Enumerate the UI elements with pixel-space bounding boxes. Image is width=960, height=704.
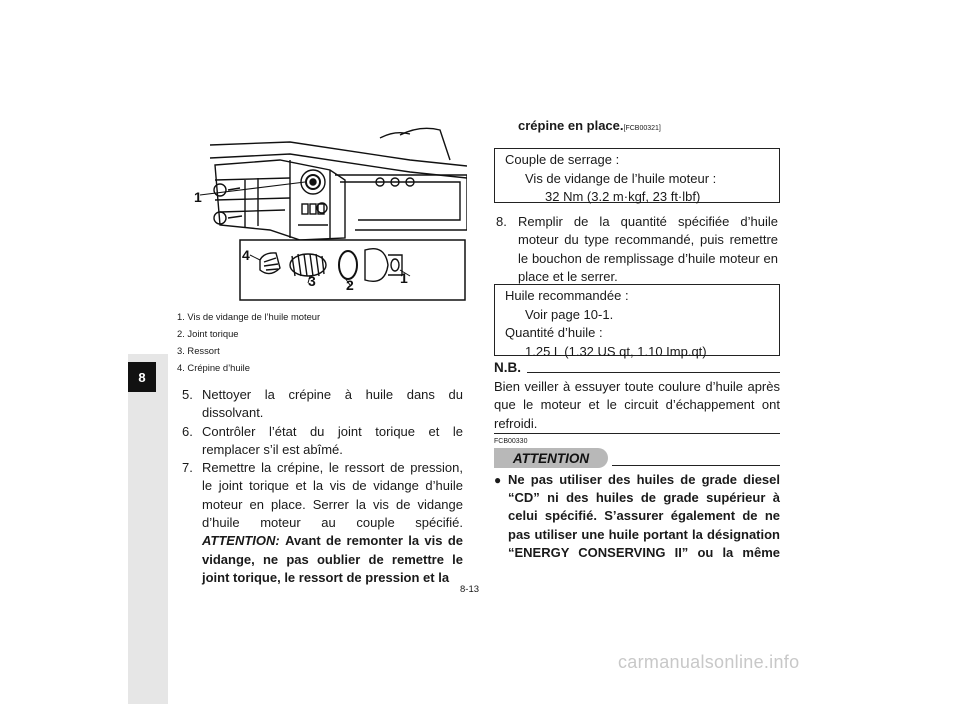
procedure-steps xyxy=(182,386,463,587)
attention-inline-text: Avant de remonter la vis de vidange, ne pas oublier de remettre le joint torique, le ressort de pression et la xyxy=(202,533,463,585)
attention-text: Ne pas utiliser des huiles de grade diesel “CD” ni des huiles de grade supérieur à celui spécifié. S’assurer également de ne pas utiliser une huile portant la désignation “ENERGY CONSERVING II” ou la même xyxy=(508,472,780,560)
figure-illustration xyxy=(180,120,467,303)
note-label: N.B. xyxy=(494,360,521,375)
caption-item: 2. Joint torique xyxy=(177,328,239,339)
attention-rule xyxy=(612,465,780,466)
attention-code: FCB00330 xyxy=(494,438,528,445)
step-text: Remettre la crépine, le ressort de pression, le joint torique et la vis de vidange d’huile moteur en place. Serrer la vis de vidange d’huile moteur au couple spécifié. xyxy=(202,460,463,531)
torque-item: Vis de vidange de l’huile moteur : xyxy=(525,170,717,186)
note-text: Bien veiller à essuyer toute coulure d’huile après que le moteur et le circuit d’échappement ont refroidi. xyxy=(494,379,780,431)
callout-4: 4 xyxy=(242,247,250,263)
chapter-tab xyxy=(128,354,168,704)
step-number: 6. xyxy=(182,423,193,439)
note-end-rule xyxy=(494,433,780,434)
caption-item: 3. Ressort xyxy=(177,345,220,356)
attention-body xyxy=(494,471,780,562)
torque-title: Couple de serrage : xyxy=(505,152,620,167)
step-number: 5. xyxy=(182,387,193,402)
step-text: Contrôler l’état du joint torique et le remplacer s’il est abîmé. xyxy=(202,423,463,457)
step-number: 8. xyxy=(496,214,507,229)
callout-3: 3 xyxy=(308,273,316,289)
watermark: carmanualsonline.info xyxy=(618,652,800,672)
oil-ref: Voir page 10-1. xyxy=(525,306,614,322)
step-6 xyxy=(182,423,463,460)
callout-1-inset: 1 xyxy=(400,270,408,286)
caption-item: 1. Vis de vidange de l’huile moteur xyxy=(177,311,321,322)
step-5 xyxy=(182,386,463,423)
engine-drain-figure xyxy=(180,120,467,303)
note-rule xyxy=(527,372,780,373)
warning-code: [FCB00321] xyxy=(623,125,661,132)
torque-spec-box xyxy=(494,148,780,203)
continued-text: crépine en place. xyxy=(518,118,624,133)
oil-qty-value: 1.25 L (1.32 US qt, 1.10 Imp.qt) xyxy=(525,343,707,359)
step-number: 7. xyxy=(182,460,193,476)
oil-spec-box xyxy=(494,284,780,359)
step-text-block xyxy=(202,459,463,587)
step-7 xyxy=(182,459,463,587)
chapter-number: 8 xyxy=(128,362,156,392)
continued-warning xyxy=(518,118,661,133)
oil-qty-label: Quantité d’huile : xyxy=(505,325,603,340)
note-heading xyxy=(494,360,780,376)
callout-1-top: 1 xyxy=(194,189,202,205)
caption-item: 4. Crépine d’huile xyxy=(177,362,250,373)
oil-title: Huile recommandée : xyxy=(505,288,629,303)
torque-value: 32 Nm (3.2 m·kgf, 23 ft·lbf) xyxy=(545,189,701,204)
step-text: Nettoyer la crépine à huile dans du dissolvant. xyxy=(202,387,463,421)
callout-2: 2 xyxy=(346,277,354,293)
step-8 xyxy=(496,213,778,286)
figure-captions xyxy=(177,308,320,376)
attention-inline-label: ATTENTION: xyxy=(202,533,280,549)
bullet-icon: ● xyxy=(494,473,502,487)
step-text: Remplir de la quantité spécifiée d’huile moteur du type recommandé, puis remettre le bouchon de remplissage d’huile moteur en place et le serrer. xyxy=(518,214,778,284)
page-number: 8-13 xyxy=(460,584,480,595)
attention-badge: ATTENTION xyxy=(494,448,608,468)
